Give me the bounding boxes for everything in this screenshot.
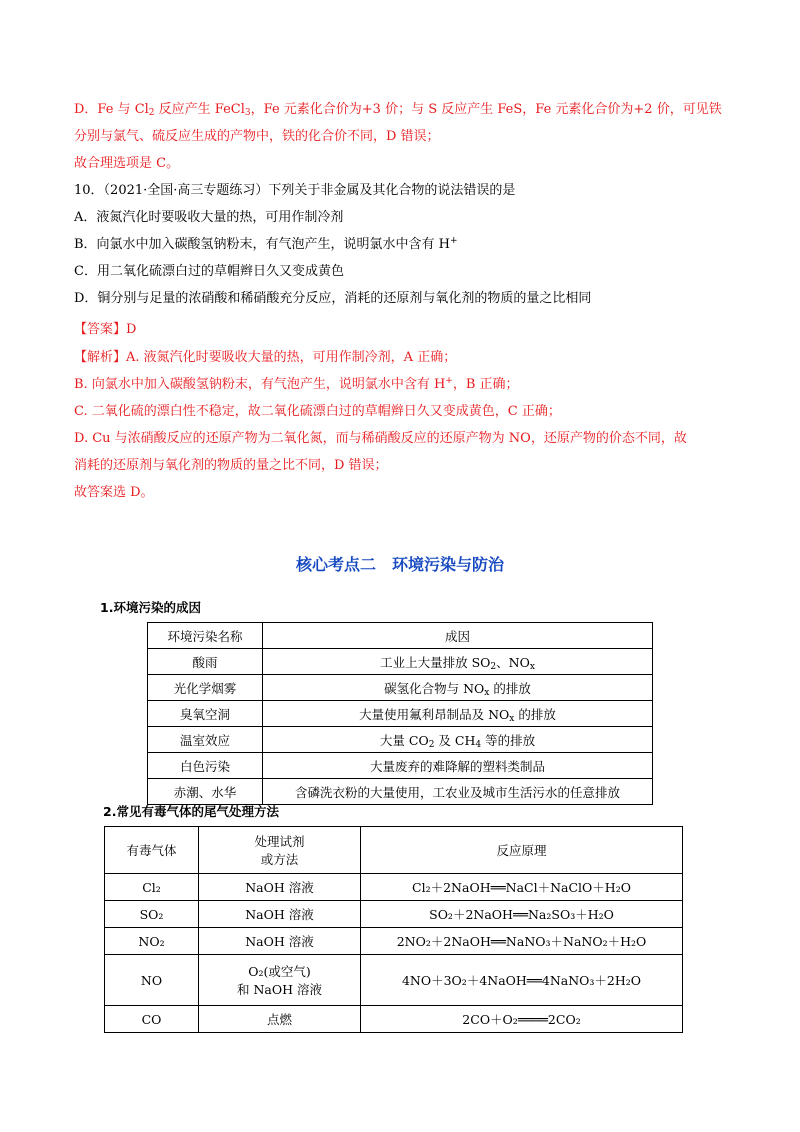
pollution-name: 赤潮、水华 [148,779,263,805]
reaction-cell: 2CO＋O₂════2CO₂ [361,1006,683,1033]
prev-conclusion: 故合理选项是 C。 [74,156,180,171]
header-cause: 成因 [263,623,653,649]
gas-cell: CO [105,1006,199,1033]
reagent-cell: O₂(或空气) 和 NaOH 溶液 [199,955,361,1006]
header-name: 环境污染名称 [148,623,263,649]
table-row [105,874,683,901]
gas-cell: NO₂ [105,928,199,955]
pollution-cause: 大量使用氟利昂制品及 $NO_x$ 的排放 [263,701,653,727]
reagent-cell: NaOH 溶液 [199,901,361,928]
table-row [148,727,653,753]
pollution-cause: 碳氢化合物与 $NO_x$ 的排放 [263,675,653,701]
table-row [105,1006,683,1033]
analysis-line-c: C. 二氧化硫的漂白性不稳定，故二氧化硫漂白过的草帽辫日久又变成黄色，C 正确； [74,404,561,419]
table-header-row [105,827,683,874]
analysis-conclusion: 故答案选 D。 [74,485,154,500]
table-row [148,753,653,779]
analysis-line-d2: 消耗的还原剂与氧化剂的物质的量之比不同，D 错误； [74,458,388,473]
reaction-cell: SO₂＋2NaOH══Na₂SO₃＋H₂O [361,901,683,928]
toxic-gas-table [104,826,683,1033]
option-a: A．液氮汽化时要吸收大量的热，可用作制冷剂 [74,210,344,225]
gas-cell: NO [105,955,199,1006]
analysis-line-d1: D. Cu 与浓硝酸反应的还原产物为二氧化氮，而与稀硝酸反应的还原产物为 NO，还原产物的价态不同，故 [74,431,687,446]
pollution-cause: 含磷洗衣粉的大量使用，工农业及城市生活污水的任意排放 [263,779,653,805]
prev-option-d-line2: 分别与氯气、硫反应生成的产物中，铁的化合价不同，D 错误； [74,129,440,144]
pollution-cause: 工业上大量排放 $SO_2$、$NO_x$ [263,649,653,675]
pollution-name: 白色污染 [148,753,263,779]
section-title: 核心考点二 环境污染与防治 [295,555,504,574]
table-row [105,901,683,928]
answer-tag: 【答案】 [74,322,127,337]
option-c: C．用二氧化硫漂白过的草帽辫日久又变成黄色 [74,264,344,279]
pollution-name: 酸雨 [148,649,263,675]
table-row [148,675,653,701]
pollution-name: 臭氧空洞 [148,701,263,727]
toxic-heading: 2.常见有毒气体的尾气处理方法 [103,804,279,819]
pollution-heading: 1.环境污染的成因 [100,600,201,615]
table-row [105,955,683,1006]
option-d: D．铜分别与足量的浓硝酸和稀硝酸充分反应，消耗的还原剂与氧化剂的物质的量之比相同 [74,291,592,306]
pollution-name: 温室效应 [148,727,263,753]
answer-value: D [126,322,137,337]
header-gas: 有毒气体 [105,827,199,874]
prev-option-d-line1: D．Fe 与 $Cl_2$ 反应产生 FeCl$_3$，Fe 元素化合价为+3 价；与 S 反应产生 FeS，Fe 元素化合价为+2 价，可见铁 [74,102,722,118]
pollution-name: 光化学烟雾 [148,675,263,701]
pollution-table [147,622,653,805]
reaction-cell: Cl₂＋2NaOH══NaCl＋NaClO＋H₂O [361,874,683,901]
pollution-cause: 大量废弃的难降解的塑料类制品 [263,753,653,779]
table-row [148,649,653,675]
table-row [148,701,653,727]
answer-line [74,319,136,341]
table-row [105,928,683,955]
option-b: B．向氯水中加入碳酸氢钠粉末，有气泡产生，说明氯水中含有 H+ [74,236,458,252]
reaction-cell: 4NO＋3O₂＋4NaOH══4NaNO₃＋2H₂O [361,955,683,1006]
question-stem: 10．（2021·全国·高三专题练习）下列关于非金属及其化合物的说法错误的是 [74,183,516,198]
reaction-cell: 2NO₂＋2NaOH══NaNO₃＋NaNO₂＋H₂O [361,928,683,955]
analysis-line-a: 【解析】A. 液氮汽化时要吸收大量的热，可用作制冷剂，A 正确； [74,350,457,365]
pollution-cause: 大量 $CO_2$ 及 $CH_4$ 等的排放 [263,727,653,753]
analysis-line-b: B. 向氯水中加入碳酸氢钠粉末，有气泡产生，说明氯水中含有 H+，B 正确； [74,376,519,392]
header-reaction: 反应原理 [361,827,683,874]
table-header-row [148,623,653,649]
gas-cell: Cl₂ [105,874,199,901]
reagent-cell: NaOH 溶液 [199,874,361,901]
gas-cell: SO₂ [105,901,199,928]
reagent-cell: 点燃 [199,1006,361,1033]
reagent-cell: NaOH 溶液 [199,928,361,955]
header-reagent: 处理试剂 或方法 [199,827,361,874]
table-row [148,779,653,805]
